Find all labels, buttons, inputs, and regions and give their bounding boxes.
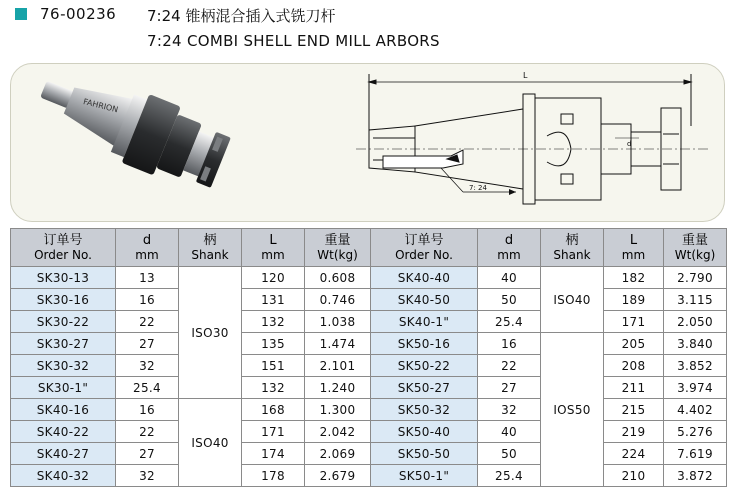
order-no-cell: SK50-27 bbox=[371, 377, 478, 399]
arbor-photo bbox=[29, 64, 235, 197]
weight-cell: 1.300 bbox=[305, 399, 371, 421]
length-cell: 211 bbox=[604, 377, 664, 399]
d-cell: 27 bbox=[478, 377, 541, 399]
order-no-cell: SK30-13 bbox=[11, 267, 116, 289]
length-cell: 224 bbox=[604, 443, 664, 465]
d-cell: 25.4 bbox=[478, 311, 541, 333]
header-d-left: d mm bbox=[116, 229, 179, 267]
order-no-cell: SK40-22 bbox=[11, 421, 116, 443]
header-L-right: L mm bbox=[604, 229, 664, 267]
header-shank-right: 柄 Shank bbox=[541, 229, 604, 267]
d-cell: 40 bbox=[478, 267, 541, 289]
d-cell: 22 bbox=[116, 311, 179, 333]
shank-cell: ISO40 bbox=[541, 267, 604, 333]
length-cell: 151 bbox=[242, 355, 305, 377]
d-cell: 25.4 bbox=[116, 377, 179, 399]
order-no-cell: SK40-32 bbox=[11, 465, 116, 487]
shank-cell: ISO30 bbox=[179, 267, 242, 399]
shank-cell: IOS50 bbox=[541, 333, 604, 487]
table-row bbox=[11, 333, 727, 355]
length-cell: 168 bbox=[242, 399, 305, 421]
section-marker bbox=[15, 8, 27, 20]
d-cell: 32 bbox=[116, 355, 179, 377]
weight-cell: 3.115 bbox=[664, 289, 727, 311]
order-no-cell: SK40-50 bbox=[371, 289, 478, 311]
d-cell: 16 bbox=[116, 399, 179, 421]
table-row bbox=[11, 311, 727, 333]
d-cell: 50 bbox=[478, 443, 541, 465]
table-row bbox=[11, 443, 727, 465]
d-cell: 25.4 bbox=[478, 465, 541, 487]
weight-cell: 2.069 bbox=[305, 443, 371, 465]
order-no-cell: SK40-27 bbox=[11, 443, 116, 465]
table-row bbox=[11, 377, 727, 399]
order-no-cell: SK50-1" bbox=[371, 465, 478, 487]
order-no-cell: SK50-40 bbox=[371, 421, 478, 443]
length-cell: 189 bbox=[604, 289, 664, 311]
illustration-svg bbox=[11, 64, 724, 221]
dim-d-label: d bbox=[627, 140, 632, 148]
order-no-cell: SK50-22 bbox=[371, 355, 478, 377]
weight-cell: 2.050 bbox=[664, 311, 727, 333]
length-cell: 171 bbox=[242, 421, 305, 443]
table-row bbox=[11, 399, 727, 421]
length-cell: 131 bbox=[242, 289, 305, 311]
weight-cell: 0.608 bbox=[305, 267, 371, 289]
order-no-cell: SK30-22 bbox=[11, 311, 116, 333]
order-no-cell: SK50-32 bbox=[371, 399, 478, 421]
weight-cell: 2.679 bbox=[305, 465, 371, 487]
title-english: 7:24 COMBI SHELL END MILL ARBORS bbox=[147, 32, 440, 50]
weight-cell: 7.619 bbox=[664, 443, 727, 465]
d-cell: 32 bbox=[478, 399, 541, 421]
table-row bbox=[11, 267, 727, 289]
dim-L-label: L bbox=[523, 71, 528, 80]
spec-table bbox=[10, 228, 727, 487]
d-cell: 16 bbox=[478, 333, 541, 355]
order-no-cell: SK30-16 bbox=[11, 289, 116, 311]
length-cell: 182 bbox=[604, 267, 664, 289]
header-wt-left: 重量 Wt(kg) bbox=[305, 229, 371, 267]
order-no-cell: SK30-27 bbox=[11, 333, 116, 355]
order-no-cell: SK50-50 bbox=[371, 443, 478, 465]
table-row bbox=[11, 289, 727, 311]
order-no-cell: SK40-16 bbox=[11, 399, 116, 421]
brand-label: FAHRION bbox=[82, 97, 120, 115]
weight-cell: 3.852 bbox=[664, 355, 727, 377]
weight-cell: 2.042 bbox=[305, 421, 371, 443]
length-cell: 210 bbox=[604, 465, 664, 487]
weight-cell: 1.038 bbox=[305, 311, 371, 333]
weight-cell: 3.840 bbox=[664, 333, 727, 355]
d-cell: 27 bbox=[116, 333, 179, 355]
order-no-cell: SK40-1" bbox=[371, 311, 478, 333]
weight-cell: 1.240 bbox=[305, 377, 371, 399]
d-cell: 13 bbox=[116, 267, 179, 289]
weight-cell: 1.474 bbox=[305, 333, 371, 355]
header-shank-left: 柄 Shank bbox=[179, 229, 242, 267]
header-d-right: d mm bbox=[478, 229, 541, 267]
length-cell: 219 bbox=[604, 421, 664, 443]
table-row bbox=[11, 465, 727, 487]
weight-cell: 3.872 bbox=[664, 465, 727, 487]
table-row bbox=[11, 355, 727, 377]
d-cell: 27 bbox=[116, 443, 179, 465]
order-no-cell: SK30-1" bbox=[11, 377, 116, 399]
order-no-cell: SK30-32 bbox=[11, 355, 116, 377]
technical-drawing bbox=[356, 71, 711, 204]
order-no-cell: SK40-40 bbox=[371, 267, 478, 289]
product-code: 76-00236 bbox=[40, 5, 117, 23]
weight-cell: 5.276 bbox=[664, 421, 727, 443]
d-cell: 50 bbox=[478, 289, 541, 311]
length-cell: 178 bbox=[242, 465, 305, 487]
weight-cell: 2.790 bbox=[664, 267, 727, 289]
weight-cell: 4.402 bbox=[664, 399, 727, 421]
weight-cell: 0.746 bbox=[305, 289, 371, 311]
weight-cell: 3.974 bbox=[664, 377, 727, 399]
length-cell: 174 bbox=[242, 443, 305, 465]
length-cell: 132 bbox=[242, 311, 305, 333]
illustration-panel bbox=[10, 63, 725, 222]
d-cell: 16 bbox=[116, 289, 179, 311]
weight-cell: 2.101 bbox=[305, 355, 371, 377]
table-row bbox=[11, 421, 727, 443]
shank-cell: ISO40 bbox=[179, 399, 242, 487]
header-order-right: 订单号 Order No. bbox=[371, 229, 478, 267]
length-cell: 208 bbox=[604, 355, 664, 377]
header-order-left: 订单号 Order No. bbox=[11, 229, 116, 267]
d-cell: 22 bbox=[478, 355, 541, 377]
length-cell: 120 bbox=[242, 267, 305, 289]
header-L-left: L mm bbox=[242, 229, 305, 267]
header-wt-right: 重量 Wt(kg) bbox=[664, 229, 727, 267]
order-no-cell: SK50-16 bbox=[371, 333, 478, 355]
length-cell: 205 bbox=[604, 333, 664, 355]
d-cell: 22 bbox=[116, 421, 179, 443]
title-chinese: 7:24 锥柄混合插入式铣刀杆 bbox=[147, 7, 336, 25]
taper-label: 7: 24 bbox=[469, 184, 487, 192]
length-cell: 135 bbox=[242, 333, 305, 355]
length-cell: 132 bbox=[242, 377, 305, 399]
d-cell: 32 bbox=[116, 465, 179, 487]
table-header-row bbox=[11, 229, 727, 267]
length-cell: 171 bbox=[604, 311, 664, 333]
d-cell: 40 bbox=[478, 421, 541, 443]
length-cell: 215 bbox=[604, 399, 664, 421]
